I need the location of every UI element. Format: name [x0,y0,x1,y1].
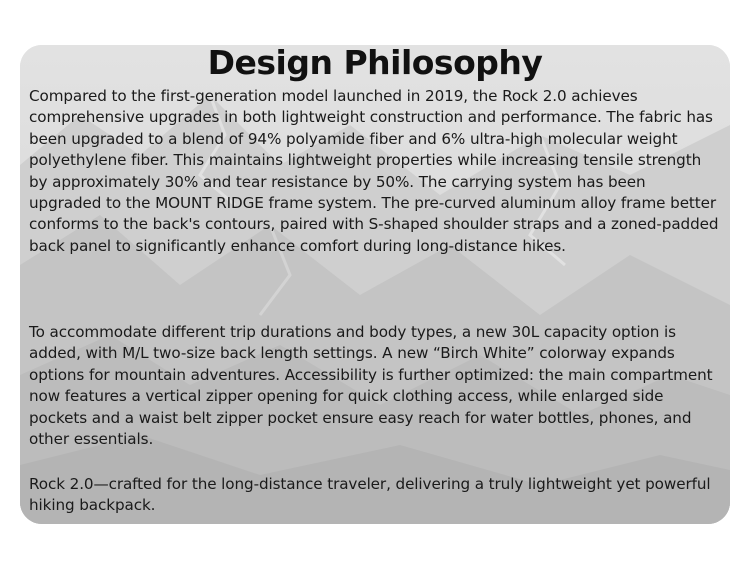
content-card [20,45,730,524]
text-content [20,45,730,524]
section-title: Design Philosophy [207,45,543,82]
paragraph-tagline: Rock 2.0—crafted for the long-distance traveler, delivering a truly lightweight yet powerful hiking backpack. [29,475,711,515]
paragraph-upgrades: Compared to the first-generation model launched in 2019, the Rock 2.0 achieves comprehensive upgrades in both lightweight construction and performance. The fabric has been upgraded to a blend of 94% polyamide fiber and 6% ultra-high molecular weight polyethylene fiber. This maintains lightweight properties while increasing tensile strength by approximately 30% and tear resistance by 50%. The carrying system has been upgraded to the MOUNT RIDGE frame system. The pre-curved aluminum alloy frame better conforms to the back's contours, paired with S-shaped shoulder straps and a zoned-padded back panel to significantly enhance comfort during long-distance hikes. [29,87,719,255]
paragraph-capacity: To accommodate different trip durations and body types, a new 30L capacity option is added, with M/L two-size back length settings. A new “Birch White” colorway expands options for mountain adventures. Accessibility is further optimized: the main compartment now features a vertical zipper opening for quick clothing access, while enlarged side pockets and a waist belt zipper pocket ensure easy reach for water bottles, phones, and other essentials. [29,323,713,449]
